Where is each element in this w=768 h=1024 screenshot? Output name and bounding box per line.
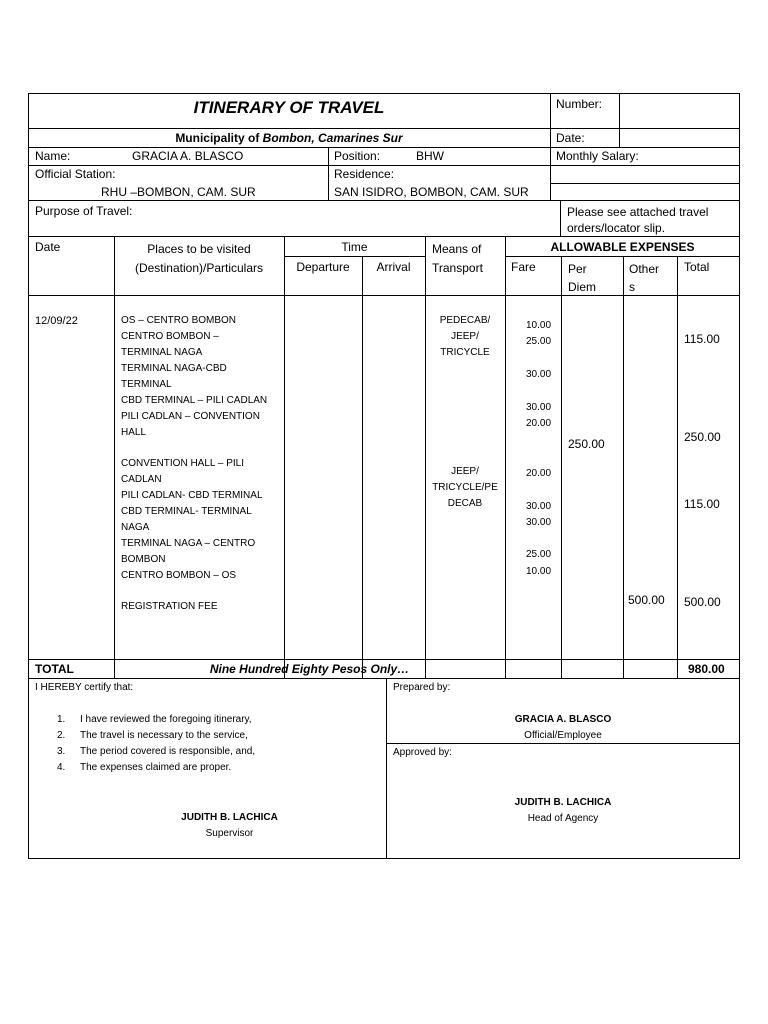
- line-total-value: 250.00: [684, 430, 721, 444]
- col-time: Time: [341, 240, 368, 254]
- col-date: Date: [35, 240, 61, 254]
- col-places: Places to be visited (Destination)/Particulars: [134, 242, 264, 275]
- total-label: TOTAL: [35, 662, 74, 676]
- rule: [284, 256, 425, 257]
- rule: [28, 236, 740, 237]
- name-label: Name:: [35, 149, 71, 163]
- purpose-label: Purpose of Travel:: [35, 204, 133, 218]
- rule: [284, 236, 285, 678]
- approved-title: Head of Agency: [527, 813, 599, 824]
- rule: [28, 678, 740, 679]
- municipality-prefix: Municipality of: [175, 131, 260, 145]
- fare-value: 10.00: [526, 320, 552, 331]
- col-total: Total: [684, 260, 710, 274]
- rule: [623, 256, 624, 678]
- col-others: Other s: [629, 262, 660, 294]
- official-station: RHU –BOMBON, CAM. SUR: [101, 185, 256, 199]
- certify-item-number: 3.: [57, 746, 66, 757]
- entry-date: 12/09/22: [35, 315, 78, 327]
- means-group-2: JEEP/ TRICYCLE/PE DECAB: [432, 466, 498, 509]
- col-fare: Fare: [511, 260, 536, 274]
- employee-position: BHW: [416, 149, 444, 163]
- places-group-1: OS – CENTRO BOMBON CENTRO BOMBON – TERMINAL NAGA TERMINAL NAGA-CBD TERMINAL CBD TERMINAL – PILI CADLAN PILI CADLAN – CONVENTION HALL: [121, 315, 268, 438]
- employee-name: GRACIA A. BLASCO: [132, 149, 244, 163]
- municipality-line: [28, 131, 550, 145]
- certify-item-number: 1.: [57, 714, 66, 725]
- certify-item-number: 2.: [57, 730, 66, 741]
- col-per-diem: Per Diem: [568, 262, 597, 294]
- residence: SAN ISIDRO, BOMBON, CAM. SUR: [334, 185, 529, 199]
- means-group-1: PEDECAB/ JEEP/ TRICYCLE: [439, 315, 491, 358]
- prepared-label: Prepared by:: [393, 682, 451, 693]
- line-total-value: 115.00: [684, 497, 720, 511]
- places-group-2: CONVENTION HALL – PILI CADLAN PILI CADLAN- CBD TERMINAL CBD TERMINAL- TERMINAL NAGA TERMINAL NAGA – CENTRO BOMBON CENTRO BOMBON – OS: [121, 458, 263, 581]
- total-amount: 980.00: [688, 662, 725, 676]
- rule: [619, 93, 620, 147]
- certify-heading: I HEREBY certify that:: [35, 682, 134, 693]
- certify-item-number: 4.: [57, 762, 66, 773]
- rule: [28, 165, 740, 166]
- registration-fee: REGISTRATION FEE: [121, 601, 218, 612]
- residence-label: Residence:: [334, 167, 395, 181]
- supervisor-name: JUDITH B. LACHICA: [181, 812, 278, 823]
- approved-name: JUDITH B. LACHICA: [514, 797, 612, 808]
- rule: [560, 200, 561, 236]
- rule: [28, 128, 740, 129]
- rule: [114, 236, 115, 678]
- rule: [677, 256, 678, 678]
- rule: [550, 93, 551, 200]
- total-in-words: Nine Hundred Eighty Pesos Only…: [209, 662, 410, 676]
- position-label: Position:: [334, 149, 381, 163]
- fare-value: 30.00: [526, 501, 552, 512]
- rule: [28, 659, 740, 660]
- rule: [425, 236, 426, 678]
- fare-value: 30.00: [526, 517, 552, 528]
- others-value: 500.00: [628, 593, 665, 607]
- fare-value: 10.00: [526, 566, 552, 577]
- prepared-name: GRACIA A. BLASCO: [514, 714, 612, 725]
- rule: [328, 147, 329, 200]
- col-means: Means of Transport: [432, 242, 483, 275]
- rule: [505, 236, 506, 678]
- rule: [362, 256, 363, 678]
- approved-label: Approved by:: [393, 747, 452, 758]
- rule: [561, 256, 562, 678]
- rule: [28, 147, 740, 148]
- certify-item: The period covered is responsible, and,: [80, 746, 256, 757]
- form-title: ITINERARY OF TRAVEL: [193, 98, 385, 117]
- date-label: Date:: [556, 131, 585, 145]
- rule: [28, 200, 740, 201]
- col-arrival: Arrival: [376, 260, 411, 274]
- col-allowable: ALLOWABLE EXPENSES: [550, 240, 695, 254]
- municipality-name: Bombon, Camarines Sur: [262, 131, 403, 145]
- line-total-value: 115.00: [684, 332, 720, 346]
- line-total-value: 500.00: [684, 595, 721, 609]
- salary-label: Monthly Salary:: [556, 149, 639, 163]
- number-label: Number:: [556, 97, 603, 111]
- certify-item: The expenses claimed are proper.: [80, 762, 232, 773]
- fare-value: 30.00: [526, 369, 552, 380]
- station-label: Official Station:: [35, 167, 116, 181]
- col-departure: Departure: [296, 260, 350, 274]
- prepared-title: Official/Employee: [524, 730, 602, 741]
- per-diem-value: 250.00: [568, 437, 605, 451]
- purpose-note: Please see attached travel orders/locator slip.: [567, 205, 709, 235]
- rule: [550, 183, 740, 184]
- supervisor-title: Supervisor: [205, 828, 254, 839]
- fare-value: 20.00: [526, 418, 552, 429]
- fare-value: 20.00: [526, 468, 552, 479]
- certify-item: I have reviewed the foregoing itinerary,: [80, 714, 252, 725]
- certify-item: The travel is necessary to the service,: [80, 730, 248, 741]
- fare-value: 25.00: [526, 336, 552, 347]
- fare-value: 30.00: [526, 402, 552, 413]
- fare-value: 25.00: [526, 549, 552, 560]
